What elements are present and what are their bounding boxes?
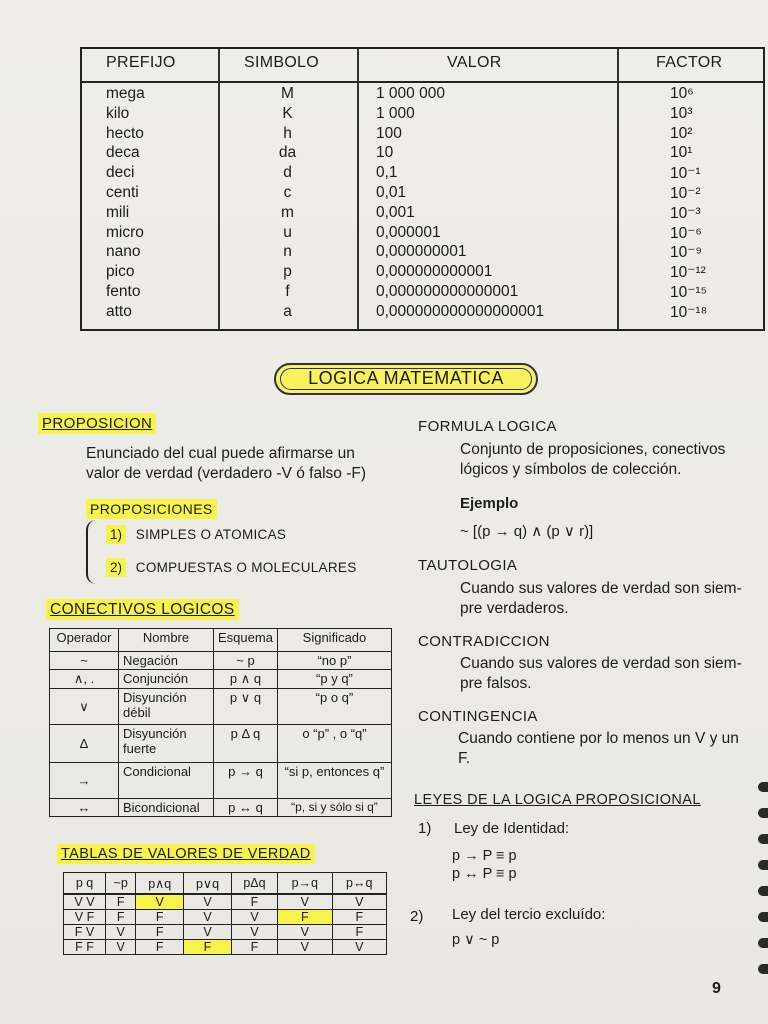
name-cell: Disyunción fuerte (119, 725, 214, 763)
prefix-cell: mili (106, 203, 130, 221)
meaning-cell: “p o q” (277, 689, 391, 725)
truth-header-cell: pΔq (231, 873, 277, 895)
scheme-cell: p Δ q (214, 725, 278, 763)
table-row (50, 652, 392, 670)
operator-cell: ~ (50, 652, 119, 670)
truth-cell: V (278, 940, 332, 955)
prefix-cell: pico (106, 263, 135, 281)
text-line: Cuando sus valores de verdad son siem- (460, 580, 742, 597)
meaning-cell: “p, si y sólo si q” (277, 799, 391, 817)
name-cell: Negación (119, 652, 214, 670)
text-line: pre falsos. (460, 675, 532, 692)
table-row (82, 85, 763, 105)
table-row (50, 689, 392, 725)
table-row (50, 670, 392, 689)
prefix-table (80, 47, 765, 331)
item-number: 1) (106, 525, 126, 544)
value-cell: 0,000001 (376, 223, 441, 241)
truth-cell-highlighted: V (136, 894, 184, 910)
law2-number: 2) (410, 908, 424, 925)
value-cell: 0,000000000000000001 (376, 302, 545, 320)
tautologia-heading: TAUTOLOGIA (418, 557, 518, 574)
truth-cell: V (332, 940, 386, 955)
truth-cell: V (184, 910, 232, 925)
law2-title: Ley del tercio excluído: (452, 906, 606, 923)
truth-header-cell: p∧q (136, 873, 184, 895)
tablas-heading-text: TABLAS DE VALORES DE VERDAD (57, 844, 315, 864)
item-number: 2) (106, 558, 126, 577)
ejemplo-formula: ~ [(p → q) ∧ (p ∨ r)] (460, 523, 594, 540)
truth-cell: V (332, 894, 386, 910)
factor-cell: 10⁻¹⁸ (670, 303, 708, 321)
spiral-ring-icon (758, 964, 768, 974)
truth-header-cell: p→q (278, 873, 332, 895)
table-row (82, 283, 763, 303)
text-line: Conjunto de proposiciones, conectivos (460, 441, 726, 458)
symbol-cell: n (283, 243, 292, 261)
value-cell: 0,001 (376, 203, 415, 221)
factor-cell: 10⁻² (670, 185, 701, 202)
header-significado: Significado (277, 629, 391, 652)
text-line: lógicos y símbolos de colección. (460, 461, 682, 478)
tablas-heading (57, 846, 315, 862)
header-nombre: Nombre (119, 629, 214, 652)
text-line: Cuando contiene por lo menos un V y un (458, 730, 739, 747)
factor-cell: 10⁻¹⁵ (670, 284, 708, 301)
spiral-ring-icon (758, 938, 768, 948)
truth-cell: V (106, 940, 136, 955)
truth-cell: V (231, 925, 277, 940)
prefix-cell: kilo (106, 104, 130, 122)
truth-cell: V (184, 894, 232, 910)
leyes-heading: LEYES DE LA LOGICA PROPOSICIONAL (414, 792, 701, 808)
conectivos-heading-text: CONECTIVOS LOGICOS (46, 599, 239, 620)
value-cell: 0,000000001 (376, 243, 467, 261)
table-row (50, 799, 392, 817)
law1-formulas (452, 847, 517, 883)
symbol-cell: u (283, 223, 292, 241)
truth-cell: F (332, 925, 386, 940)
prefix-cell: atto (106, 302, 132, 320)
truth-header-row (64, 873, 387, 895)
prefix-cell: deci (106, 164, 135, 182)
name-cell: Conjunción (119, 670, 214, 689)
prefix-cell: hecto (106, 124, 144, 142)
name-cell: Condicional (119, 763, 214, 799)
truth-header-cell: p q (64, 873, 106, 895)
truth-row (64, 910, 387, 925)
header-factor: FACTOR (656, 54, 723, 71)
meaning-cell: “p y q” (277, 670, 391, 689)
table-row (82, 204, 763, 224)
section-title (274, 363, 538, 395)
proposiciones-item-1 (106, 527, 286, 542)
operator-cell: ∧, . (50, 670, 119, 689)
page-number: 9 (712, 980, 721, 997)
name-cell: Disyunción débil (119, 689, 214, 725)
truth-cell: V (184, 925, 232, 940)
factor-cell: 10⁻¹² (670, 264, 706, 282)
connectives-table (49, 628, 392, 817)
proposicion-heading-text: PROPOSICION (38, 413, 156, 434)
spiral-ring-icon (758, 808, 768, 818)
scheme-cell: p → q (214, 763, 278, 799)
symbol-cell: m (281, 203, 294, 221)
truth-cell: F (231, 894, 277, 910)
header-valor: VALOR (447, 54, 502, 71)
truth-row (64, 940, 387, 955)
table-header-row (50, 629, 392, 652)
factor-cell: 10⁻³ (670, 204, 701, 222)
value-cell: 0,1 (376, 164, 398, 182)
tautologia-definition (460, 579, 762, 619)
truth-cell: V (231, 910, 277, 925)
table-row (82, 303, 763, 323)
header-operador: Operador (50, 629, 119, 652)
operator-cell: ↔ (50, 799, 119, 817)
truth-cell: V (278, 894, 332, 910)
truth-cell: F (106, 894, 136, 910)
law2-formula: p ∨ ~ p (452, 932, 500, 948)
value-cell: 10 (376, 144, 394, 162)
prefix-cell: fento (106, 283, 141, 300)
scheme-cell: ~ p (214, 652, 278, 670)
prefix-table-header (82, 49, 763, 83)
truth-cell: F V (64, 925, 106, 940)
formula-definition (460, 440, 762, 480)
truth-cell-highlighted: F (278, 910, 332, 925)
conectivos-heading (46, 601, 239, 619)
scheme-cell: p ∧ q (214, 670, 278, 689)
contradiccion-definition (460, 654, 762, 694)
prefix-cell: deca (106, 144, 140, 162)
spiral-ring-icon (758, 886, 768, 896)
prefix-cell: mega (106, 85, 145, 102)
item-label: SIMPLES O ATOMICAS (135, 527, 287, 542)
symbol-cell: c (283, 184, 292, 201)
symbol-cell: K (282, 104, 293, 122)
formula-line: p → P ≡ p (452, 848, 517, 864)
prefix-cell: centi (106, 184, 139, 201)
truth-cell: F (106, 910, 136, 925)
spiral-ring-icon (758, 860, 768, 870)
table-row (82, 144, 763, 164)
value-cell: 1 000 (376, 104, 415, 122)
truth-cell: F (231, 940, 277, 955)
spiral-ring-icon (758, 912, 768, 922)
truth-cell: V F (64, 910, 106, 925)
truth-header-cell: ~p (106, 873, 136, 895)
law1-title: Ley de Identidad: (454, 820, 570, 837)
header-esquema: Esquema (214, 629, 278, 652)
header-prefijo: PREFIJO (106, 54, 176, 71)
truth-row (64, 925, 387, 940)
scheme-cell: p ∨ q (214, 689, 278, 725)
value-cell: 0,01 (376, 184, 407, 201)
contingencia-definition (458, 729, 760, 769)
text-line: Cuando sus valores de verdad son siem- (460, 655, 742, 672)
proposiciones-item-2 (106, 560, 357, 575)
table-row (82, 125, 763, 145)
factor-cell: 10⁶ (670, 85, 694, 102)
spiral-ring-icon (758, 834, 768, 844)
text-line: Enunciado del cual puede afirmarse un (86, 445, 355, 462)
formula-heading: FORMULA LOGICA (418, 418, 557, 435)
factor-cell: 10⁻⁹ (670, 244, 703, 262)
factor-cell: 10² (670, 124, 693, 142)
symbol-cell: a (283, 302, 292, 320)
table-row (82, 224, 763, 244)
brace-icon (86, 520, 98, 584)
symbol-cell: p (283, 263, 292, 281)
value-cell: 100 (376, 124, 402, 142)
proposiciones-heading-text: PROPOSICIONES (86, 499, 217, 519)
truth-cell: F (136, 910, 184, 925)
truth-cell: F (332, 910, 386, 925)
factor-cell: 10¹ (670, 144, 693, 162)
name-cell: Bicondicional (119, 799, 214, 817)
truth-cell: F F (64, 940, 106, 955)
operator-cell: Δ (50, 725, 119, 763)
header-simbolo: SIMBOLO (244, 54, 320, 71)
table-row (82, 263, 763, 283)
proposicion-heading (38, 415, 156, 432)
item-label: COMPUESTAS O MOLECULARES (135, 560, 357, 575)
symbol-cell: M (281, 85, 294, 102)
formula-line: p ↔ P ≡ p (452, 866, 517, 882)
text-line: valor de verdad (verdadero -V ó falso -F) (86, 465, 366, 482)
value-cell: 0,000000000000001 (376, 283, 519, 300)
symbol-cell: f (285, 283, 290, 300)
scheme-cell: p ↔ q (214, 799, 278, 817)
table-row (82, 184, 763, 204)
contradiccion-heading: CONTRADICCION (418, 633, 550, 650)
truth-header-cell: p↔q (332, 873, 386, 895)
table-row (50, 763, 392, 799)
truth-cell: V (106, 925, 136, 940)
factor-cell: 10⁻⁶ (670, 224, 702, 242)
truth-cell: V (278, 925, 332, 940)
truth-cell: F (136, 940, 184, 955)
law1-number: 1) (418, 820, 432, 837)
meaning-cell: o “p” , o “q” (277, 725, 391, 763)
value-cell: 0,000000000001 (376, 263, 493, 281)
symbol-cell: h (283, 124, 292, 142)
ejemplo-heading: Ejemplo (460, 495, 519, 512)
truth-header-cell: p∨q (184, 873, 232, 895)
truth-row (64, 894, 387, 910)
operator-cell: ∨ (50, 689, 119, 725)
table-row (82, 164, 763, 184)
meaning-cell: “no p” (277, 652, 391, 670)
contingencia-heading: CONTINGENCIA (418, 708, 538, 725)
meaning-cell: “si p, entonces q” (277, 763, 391, 799)
proposiciones-heading (86, 501, 217, 517)
factor-cell: 10³ (670, 104, 693, 122)
factor-cell: 10⁻¹ (670, 165, 701, 183)
truth-table (63, 872, 387, 955)
prefix-cell: nano (106, 243, 141, 261)
text-line: pre verdaderos. (460, 600, 569, 617)
truth-cell: F (136, 925, 184, 940)
operator-cell: → (50, 763, 119, 799)
table-row (50, 725, 392, 763)
truth-cell-highlighted: F (184, 940, 232, 955)
table-row (82, 243, 763, 263)
truth-cell: V V (64, 894, 106, 910)
symbol-cell: da (278, 144, 297, 162)
text-line: F. (458, 750, 471, 767)
table-row (82, 105, 763, 125)
value-cell: 1 000 000 (376, 85, 445, 102)
page-title: LOGICA MATEMATICA (308, 368, 504, 388)
symbol-cell: d (283, 164, 292, 182)
prefix-cell: micro (106, 223, 144, 241)
proposicion-definition (86, 444, 366, 484)
spiral-ring-icon (758, 782, 768, 792)
